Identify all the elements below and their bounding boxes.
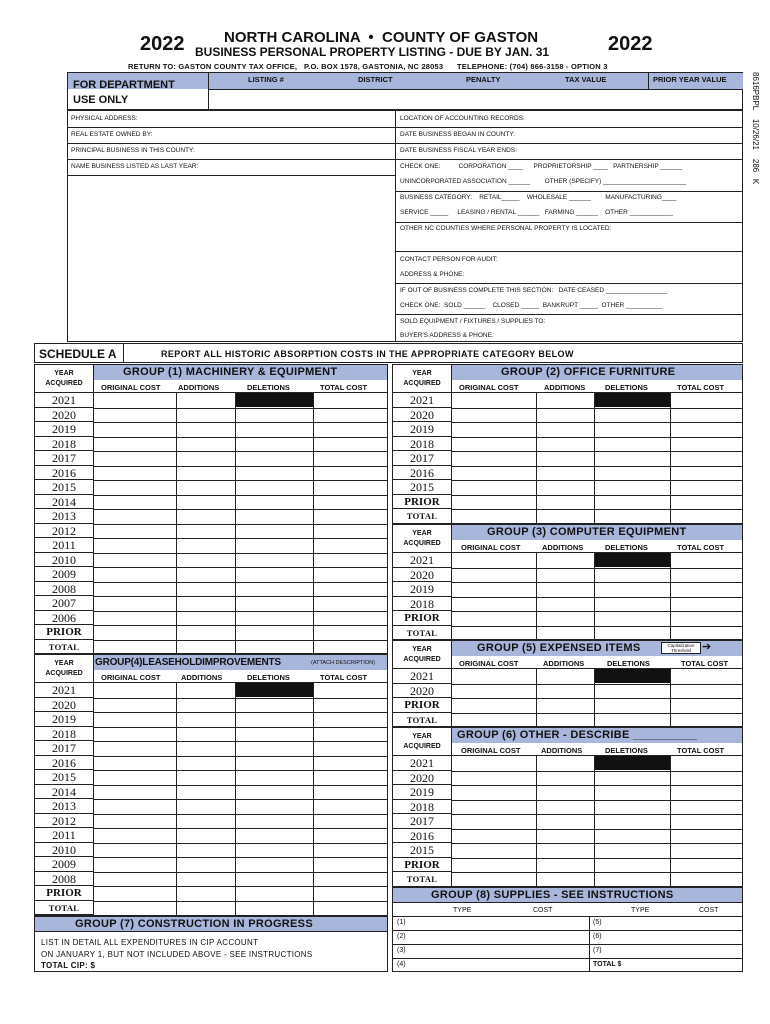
supply-row-5: (5)	[593, 919, 602, 926]
group4-note: (ATTACH DESCRIPTION)	[311, 660, 375, 666]
year-cell: 2009	[35, 567, 93, 582]
business-category-line-2: SERVICE _____ LEASING / RENTAL ______ FARMING ______ OTHER ____________	[400, 209, 674, 216]
group1-title: GROUP (1) MACHINERY & EQUIPMENT	[123, 366, 338, 378]
group1-table	[34, 393, 388, 654]
physical-address-label: PHYSICAL ADDRESS:	[71, 115, 138, 122]
table-row-line	[93, 480, 387, 481]
year-cell: 2012	[35, 814, 93, 829]
address-phone-label: ADDRESS & PHONE:	[400, 271, 465, 278]
group5-table	[392, 669, 743, 727]
year-cell: 2019	[393, 582, 451, 597]
group8-title: GROUP (8) SUPPLIES - SEE INSTRUCTIONS	[431, 889, 674, 901]
group4-header	[34, 654, 388, 683]
g4-col-total: TOTAL COST	[320, 673, 368, 682]
year-cell: 2010	[35, 553, 93, 568]
table-row-line	[93, 712, 387, 713]
year-cell: 2017	[393, 814, 451, 829]
year-cell: 2018	[393, 437, 451, 452]
group2-table	[392, 393, 743, 524]
year-cell: 2020	[393, 408, 451, 423]
year-cell: 2018	[35, 727, 93, 742]
year-label: YEAR	[412, 370, 432, 377]
table-row-line	[93, 466, 387, 467]
year-cell: PRIOR	[35, 886, 93, 901]
year-cell: 2015	[393, 843, 451, 858]
dept-label-1: FOR DEPARTMENT	[73, 79, 175, 91]
year-label: YEAR	[54, 660, 74, 667]
acquired-label: ACQUIRED	[403, 743, 441, 750]
year-cell: 2021	[393, 756, 451, 771]
group1-header	[34, 364, 388, 393]
table-row-line	[93, 814, 387, 815]
group2-title: GROUP (2) OFFICE FURNITURE	[501, 366, 676, 378]
cap-note-2: Threshold	[670, 648, 691, 653]
table-row-line	[451, 800, 742, 801]
business-category-line: BUSINESS CATEGORY: RETAIL_____ WHOLESALE ______ MANUFACTURING____	[400, 194, 677, 201]
group3-table	[392, 553, 743, 640]
table-row-line	[93, 828, 387, 829]
fiscal-year-label: DATE BUSINESS FISCAL YEAR ENDS:	[400, 147, 517, 154]
year-label: YEAR	[54, 370, 74, 377]
table-row-line	[93, 524, 387, 525]
department-use-box	[67, 72, 743, 110]
year-cell: 2013	[35, 799, 93, 814]
year-cell: 2017	[35, 451, 93, 466]
table-row-line	[93, 509, 387, 510]
group6-table	[392, 756, 743, 887]
capitalization-threshold-box	[661, 642, 701, 654]
g2-col-total: TOTAL COST	[677, 383, 725, 392]
g5-col-total: TOTAL COST	[681, 659, 729, 668]
g4-col-deletions: DELETIONS	[247, 673, 290, 682]
business-info-box	[67, 110, 743, 342]
table-row-line	[93, 611, 387, 612]
table-row-line	[451, 698, 742, 699]
table-row-line	[451, 684, 742, 685]
cap-note-1: Capitalization	[667, 643, 695, 648]
g1-col-deletions: DELETIONS	[247, 383, 290, 392]
col-tax-value: TAX VALUE	[565, 75, 607, 84]
entity-type-line-2: UNINCORPORATED ASSOCIATION ______ OTHER (SPECIFY) _______________________	[400, 178, 687, 185]
cip-line-2: ON JANUARY 1, BUT NOT INCLUDED ABOVE - SEE INSTRUCTIONS	[41, 950, 313, 959]
year-cell: 2019	[35, 422, 93, 437]
acquired-label: ACQUIRED	[45, 380, 83, 387]
table-row-line	[93, 582, 387, 583]
g5-col-additions: ADDITIONS	[543, 659, 585, 668]
year-cell: TOTAL	[35, 901, 93, 916]
schedule-a-header	[34, 343, 743, 363]
g3-col-total: TOTAL COST	[677, 543, 725, 552]
table-row-line	[93, 625, 387, 626]
group7-title: GROUP (7) CONSTRUCTION IN PROGRESS	[75, 918, 313, 930]
year-cell: 2021	[35, 393, 93, 408]
g6-col-total: TOTAL COST	[677, 746, 725, 755]
col-prior-year-value: PRIOR YEAR VALUE	[653, 75, 727, 84]
table-row-line	[93, 698, 387, 699]
g4-col-additions: ADDITIONS	[181, 673, 223, 682]
table-row-line	[451, 713, 742, 714]
year-cell: 2008	[35, 872, 93, 887]
g6-col-deletions: DELETIONS	[605, 746, 648, 755]
g6-col-original: ORIGINAL COST	[461, 746, 521, 755]
table-row-line	[451, 582, 742, 583]
table-row-line	[451, 872, 742, 873]
year-cell: TOTAL	[393, 626, 451, 641]
year-cell: 2009	[35, 857, 93, 872]
type-label-left: TYPE	[453, 907, 472, 914]
year-cell: 2013	[35, 509, 93, 524]
year-left: 2022	[140, 33, 185, 55]
table-row-line	[93, 843, 387, 844]
table-row-line	[93, 785, 387, 786]
year-cell: TOTAL	[35, 640, 93, 655]
cost-label-right: COST	[699, 907, 719, 914]
table-row-line	[451, 858, 742, 859]
year-cell: 2006	[35, 611, 93, 626]
table-row-line	[451, 466, 742, 467]
supply-total-label: TOTAL $	[593, 961, 622, 968]
year-cell: TOTAL	[393, 509, 451, 524]
year-cell: 2019	[35, 712, 93, 727]
table-row-line	[451, 843, 742, 844]
group6-header	[392, 727, 743, 756]
table-row-line	[93, 596, 387, 597]
year-cell: 2021	[393, 669, 451, 684]
col-penalty: PENALTY	[466, 75, 501, 84]
table-row-line	[451, 829, 742, 830]
table-row-line	[451, 509, 742, 510]
year-cell: 2018	[35, 437, 93, 452]
table-row-line	[93, 886, 387, 887]
year-cell: 2015	[393, 480, 451, 495]
table-row-line	[93, 770, 387, 771]
year-cell: 2016	[393, 466, 451, 481]
g1-col-total: TOTAL COST	[320, 383, 368, 392]
table-row-line	[93, 422, 387, 423]
col-district: DISTRICT	[358, 75, 393, 84]
table-row-line	[93, 756, 387, 757]
group4-title: GROUP(4)LEASEHOLDIMPROVEMENTS	[95, 657, 281, 668]
g2-col-original: ORIGINAL COST	[459, 383, 519, 392]
cost-label-left: COST	[533, 907, 553, 914]
g5-deletions-blocked	[595, 669, 670, 683]
supply-row-6: (6)	[593, 933, 602, 940]
g6-deletions-blocked	[595, 756, 670, 770]
table-row-line	[93, 451, 387, 452]
return-address: RETURN TO: GASTON COUNTY TAX OFFICE, P.O. BOX 1578, GASTONIA, NC 28053 TELEPHONE: (704) 866-3158 - OPTION 3	[128, 62, 608, 71]
year-cell: 2017	[35, 741, 93, 756]
group4-table	[34, 683, 388, 916]
table-row-line	[451, 597, 742, 598]
schedule-label: SCHEDULE A	[39, 347, 117, 361]
table-row-line	[451, 408, 742, 409]
principal-business-label: PRINCIPAL BUSINESS IN THIS COUNTY:	[71, 147, 195, 154]
year-cell: 2020	[35, 698, 93, 713]
year-cell: 2014	[35, 785, 93, 800]
g4-col-original: ORIGINAL COST	[101, 673, 161, 682]
supply-row-4: (4)	[397, 961, 406, 968]
acquired-label: ACQUIRED	[45, 670, 83, 677]
cip-line-1: LIST IN DETAIL ALL EXPENDITURES IN CIP ACCOUNT	[41, 938, 259, 947]
year-cell: 2018	[393, 597, 451, 612]
col-listing: LISTING #	[248, 75, 284, 84]
table-row-line	[451, 437, 742, 438]
year-cell: TOTAL	[393, 872, 451, 887]
table-row-line	[93, 799, 387, 800]
group5-title: GROUP (5) EXPENSED ITEMS	[477, 642, 641, 654]
year-cell: PRIOR	[393, 698, 451, 713]
table-row-line	[93, 741, 387, 742]
year-cell: 2021	[393, 553, 451, 568]
year-cell: 2007	[35, 596, 93, 611]
contact-person-label: CONTACT PERSON FOR AUDIT:	[400, 256, 498, 263]
year-cell: 2019	[393, 785, 451, 800]
table-row-line	[451, 422, 742, 423]
table-row-line	[93, 727, 387, 728]
g1-col-additions: ADDITIONS	[178, 383, 220, 392]
g1-col-original: ORIGINAL COST	[101, 383, 161, 392]
g1-deletions-blocked	[236, 393, 313, 407]
year-label: YEAR	[412, 530, 432, 537]
year-cell: 2016	[35, 756, 93, 771]
table-row-line	[451, 495, 742, 496]
type-label-right: TYPE	[631, 907, 650, 914]
g6-col-additions: ADDITIONS	[541, 746, 583, 755]
ceased-status-line: CHECK ONE: SOLD ______ CLOSED _____ BANKRUPT _____ OTHER __________	[400, 302, 663, 309]
table-row-line	[93, 857, 387, 858]
real-estate-owner-label: REAL ESTATE OWNED BY:	[71, 131, 153, 138]
g3-col-original: ORIGINAL COST	[461, 543, 521, 552]
g2-col-additions: ADDITIONS	[544, 383, 586, 392]
g2-deletions-blocked	[595, 393, 670, 407]
sold-to-label: SOLD EQUIPMENT / FIXTURES / SUPPLIES TO:	[400, 318, 546, 325]
group7-box	[34, 916, 388, 972]
year-cell: 2021	[393, 393, 451, 408]
cip-total-label: TOTAL CIP: $	[41, 961, 96, 970]
year-cell: 2017	[393, 451, 451, 466]
g3-col-additions: ADDITIONS	[542, 543, 584, 552]
year-right: 2022	[608, 33, 653, 55]
accounting-records-label: LOCATION OF ACCOUNTING RECORDS:	[400, 115, 525, 122]
group6-title: GROUP (6) OTHER - DESCRIBE __________	[457, 729, 698, 741]
year-cell: 2010	[35, 843, 93, 858]
supply-row-2: (2)	[397, 933, 406, 940]
year-label: YEAR	[412, 733, 432, 740]
group5-header	[392, 640, 743, 669]
other-counties-label: OTHER NC COUNTIES WHERE PERSONAL PROPERTY IS LOCATED:	[400, 225, 612, 232]
year-cell: 2020	[393, 568, 451, 583]
table-row-line	[93, 567, 387, 568]
form-title: NORTH CAROLINA • COUNTY OF GASTON	[224, 29, 539, 46]
year-cell: TOTAL	[393, 713, 451, 728]
table-row-line	[93, 872, 387, 873]
year-cell: 2018	[393, 800, 451, 815]
year-cell: PRIOR	[393, 495, 451, 510]
year-cell: 2016	[35, 466, 93, 481]
supply-row-1: (1)	[397, 919, 406, 926]
table-row-line	[93, 495, 387, 496]
schedule-instruction: REPORT ALL HISTORIC ABSORPTION COSTS IN THE APPROPRIATE CATEGORY BELOW	[161, 349, 574, 359]
year-cell: 2011	[35, 828, 93, 843]
supply-row-3: (3)	[397, 947, 406, 954]
acquired-label: ACQUIRED	[403, 380, 441, 387]
year-label: YEAR	[412, 646, 432, 653]
year-cell: 2016	[393, 829, 451, 844]
table-row-line	[451, 814, 742, 815]
arrow-right-icon: ➔	[702, 641, 712, 653]
table-row-line	[93, 640, 387, 641]
table-row-line	[93, 553, 387, 554]
table-row-line	[451, 771, 742, 772]
table-row-line	[451, 785, 742, 786]
year-cell: 2020	[35, 408, 93, 423]
year-cell: PRIOR	[393, 611, 451, 626]
year-cell: 2011	[35, 538, 93, 553]
table-row-line	[451, 480, 742, 481]
buyer-address-label: BUYER'S ADDRESS & PHONE:	[400, 332, 494, 339]
year-cell: 2015	[35, 770, 93, 785]
group2-header	[392, 364, 743, 393]
year-cell: 2021	[35, 683, 93, 698]
acquired-label: ACQUIRED	[403, 656, 441, 663]
entity-type-line: CHECK ONE: CORPORATION ____ PROPRIETORSHIP ____ PARTNERSHIP ______	[400, 163, 683, 170]
year-cell: PRIOR	[35, 625, 93, 640]
table-row-line	[451, 568, 742, 569]
form-code-side: 8616PBPL 10/26/21 286 K	[751, 72, 760, 185]
out-of-business-line: IF OUT OF BUSINESS COMPLETE THIS SECTION: DATE CEASED _________________	[400, 287, 668, 294]
year-cell: 2019	[393, 422, 451, 437]
year-cell: 2012	[35, 524, 93, 539]
year-cell: PRIOR	[393, 858, 451, 873]
table-row-line	[93, 408, 387, 409]
g4-deletions-blocked	[236, 683, 313, 697]
g3-col-deletions: DELETIONS	[605, 543, 648, 552]
table-row-line	[93, 901, 387, 902]
table-row-line	[93, 538, 387, 539]
table-row-line	[451, 451, 742, 452]
group3-header	[392, 524, 743, 553]
group8-box	[392, 887, 743, 972]
supply-row-7: (7)	[593, 947, 602, 954]
table-row-line	[451, 626, 742, 627]
dept-label-2: USE ONLY	[73, 94, 129, 106]
group3-title: GROUP (3) COMPUTER EQUIPMENT	[487, 526, 687, 538]
year-cell: 2014	[35, 495, 93, 510]
g5-col-original: ORIGINAL COST	[459, 659, 519, 668]
g2-col-deletions: DELETIONS	[605, 383, 648, 392]
last-year-name-label: NAME BUSINESS LISTED AS LAST YEAR:	[71, 163, 199, 170]
table-row-line	[451, 611, 742, 612]
year-cell: 2015	[35, 480, 93, 495]
g3-deletions-blocked	[595, 553, 670, 567]
year-cell: 2020	[393, 684, 451, 699]
year-cell: 2020	[393, 771, 451, 786]
date-began-label: DATE BUSINESS BEGAN IN COUNTY:	[400, 131, 516, 138]
year-cell: 2008	[35, 582, 93, 597]
acquired-label: ACQUIRED	[403, 540, 441, 547]
table-row-line	[93, 437, 387, 438]
g5-col-deletions: DELETIONS	[607, 659, 650, 668]
form-subtitle: BUSINESS PERSONAL PROPERTY LISTING - DUE BY JAN. 31	[195, 45, 550, 59]
